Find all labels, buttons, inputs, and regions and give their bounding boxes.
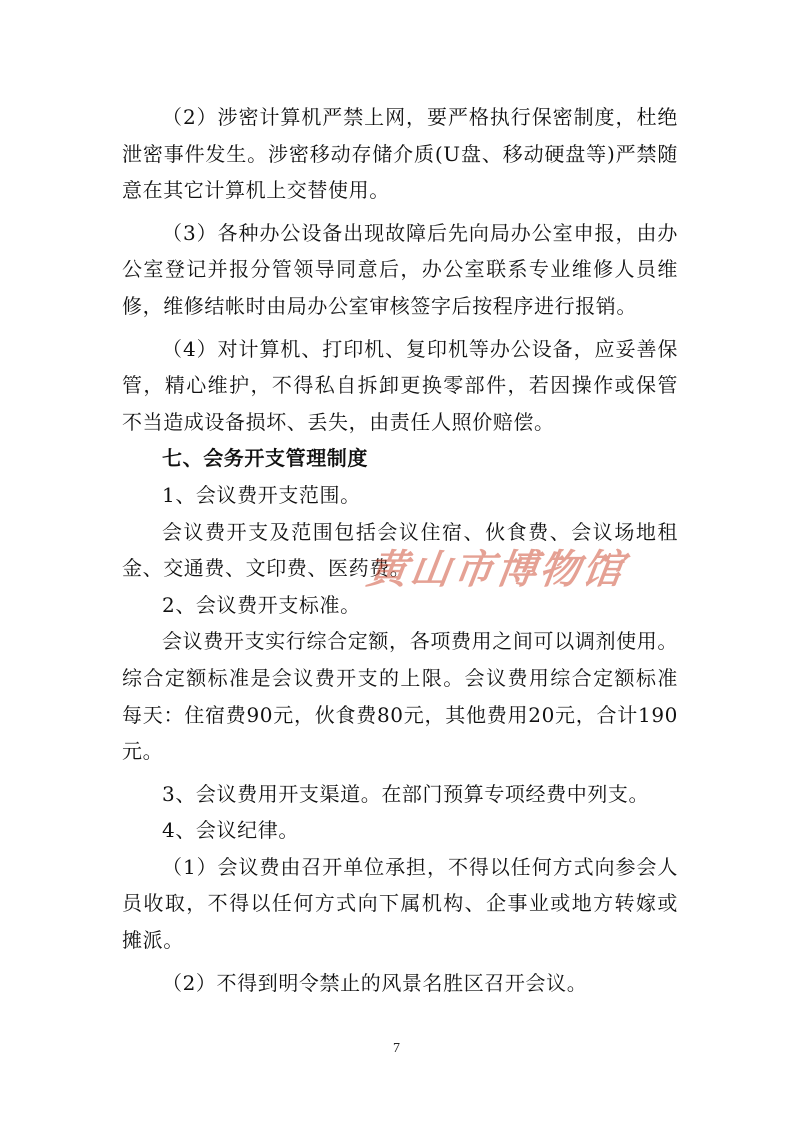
- section-heading: 七、会务开支管理制度: [162, 446, 368, 471]
- paragraph-scope: 会议费开支及范围包括会议住宿、伙食费、会议场地租金、交通费、文印费、医药费。: [122, 519, 678, 581]
- paragraph-item-3: （3）各种办公设备出现故障后先向局办公室申报，由办公室登记并报分管领导同意后，办公室联系专业维修人员维修，维修结帐时由局办公室审核签字后按程序进行报销。: [122, 220, 678, 318]
- museum-watermark: 黄山市博物馆: [364, 546, 629, 593]
- page-number: 7: [393, 1041, 400, 1056]
- subheading-standard: 2、会议费开支标准。: [162, 592, 361, 617]
- paragraph-channel: 3、会议费用开支渠道。在部门预算专项经费中列支。: [162, 781, 650, 806]
- paragraph-discipline-1: （1）会议费由召开单位承担，不得以任何方式向参会人员收取，不得以任何方式向下属机构、企事业或地方转嫁或摊派。: [122, 854, 678, 953]
- subheading-discipline: 4、会议纪律。: [162, 818, 299, 843]
- paragraph-discipline-2: （2）不得到明令禁止的风景名胜区召开会议。: [162, 970, 588, 995]
- paragraph-standard: 会议费开支实行综合定额，各项费用之间可以调剂使用。综合定额标准是会议费开支的上限。会议费用综合定额标准每天：住宿费90元，伙食费80元，其他费用20元，合计190元。: [122, 629, 678, 764]
- paragraph-item-4: （4）对计算机、打印机、复印机等办公设备，应妥善保管，精心维护，不得私自拆卸更换零部件，若因操作或保管不当造成设备损坏、丢失，由责任人照价赔偿。: [122, 336, 678, 434]
- paragraph-item-2: （2）涉密计算机严禁上网，要严格执行保密制度，杜绝泄密事件发生。涉密移动存储介质(U盘、移动硬盘等)严禁随意在其它计算机上交替使用。: [122, 105, 678, 203]
- subheading-scope: 1、会议费开支范围。: [162, 482, 361, 507]
